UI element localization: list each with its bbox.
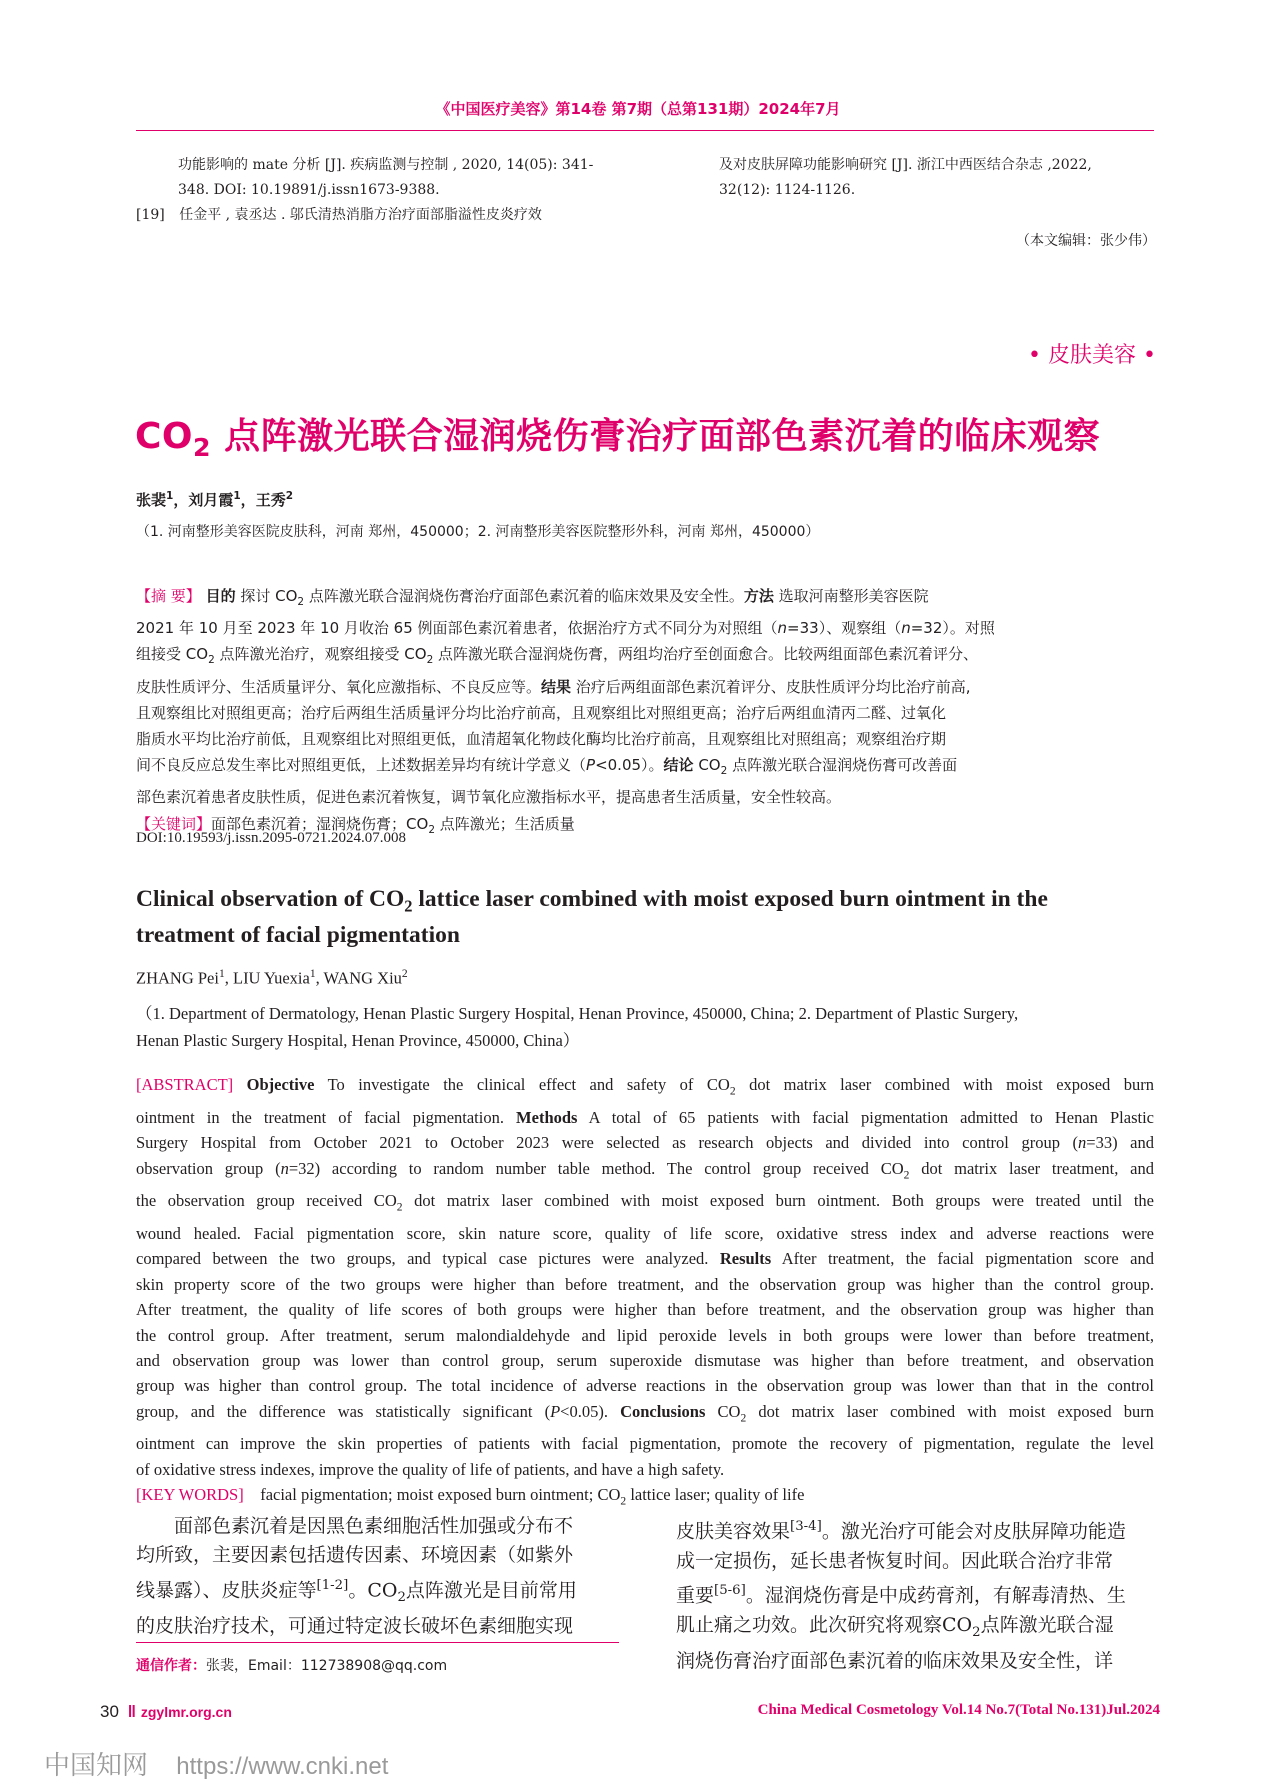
title-cn-subscript: 2 [193,433,212,463]
body-text: 面部色素沉着是因黑色素细胞活性加强或分布不 [174,1515,574,1537]
abstract-en-text: and observation group was lower than control group, serum superoxide dismutase was higher than before treatment, and observation [136,1350,1154,1370]
abstract-en-text: Surgery Hospital from October 2021 to October 2023 were selected as research objects and divided into control group ( [136,1133,1079,1153]
body-text: 肌止痛之功效。此次研究将观察CO [676,1613,973,1636]
abstract-cn-text: 点阵激光联合湿润烧伤膏，两组均治疗至创面愈合。比较两组面部色素沉着评分、 [433,645,979,664]
abstract-en-text: After treatment, the quality of life scores of both groups were higher than before treatment, and the observation group was higher than [136,1300,1154,1320]
body-text: 。湿润烧伤膏是中成药膏剂，有解毒清热、生 [745,1584,1126,1607]
title-en-text: lattice laser combined with moist exposed burn ointment in the [412,886,1048,912]
abstract-en-text: dot matrix laser combined with moist exposed burn [746,1401,1154,1421]
doi: DOI:10.19593/j.issn.2095-0721.2024.07.008 [136,830,406,846]
reference-text: 任金平 , 袁丞达 . 邬氏清热消脂方治疗面部脂溢性皮炎疗效 [179,207,542,223]
abstract-en-text: A total of 65 patients with facial pigmentation admitted to Henan Plastic [577,1107,1154,1127]
subscript: 2 [720,765,728,778]
abstract-cn-label: 【摘 要】 [136,587,201,605]
abstract-en-text: <0.05). [560,1401,621,1421]
italic-n: n [901,619,911,638]
page-number: 30 [100,1702,119,1721]
abstract-en-text: dot matrix laser treatment, and [909,1158,1154,1178]
reference-line: 32(12): 1124-1126. [719,182,856,198]
abstract-cn-text: 探讨 CO [235,587,298,605]
abstract-en-text: of oxidative stress indexes, improve the quality of life of patients, and have a high safety. [136,1459,725,1479]
author-separator: ， [240,491,256,509]
abstract-cn-text: <0.05）。 [595,756,664,775]
abstract-en-text: the observation group received CO [136,1191,397,1211]
reference-19 [136,203,542,228]
abstract-en-text: ointment in the treatment of facial pigmentation. [136,1107,517,1127]
author-affiliation-mark: 1 [309,968,316,980]
abstract-en-text: ointment can improve the skin properties of patients with facial pigmentation, promote the recovery of pigmentation, regulate the level [136,1434,1154,1454]
title-cn-prefix: CO [135,416,194,457]
reference-line: 功能影响的 mate 分析 [J]. 疾病监测与控制 , 2020, 14(05): 341- [178,157,594,173]
body-text: 的皮肤治疗技术，可通过特定波长破坏色素细胞实现 [136,1615,574,1638]
body-text: 重要 [676,1584,715,1607]
conclusion-label: 结论 [663,756,694,775]
body-text: 点阵激光联合湿 [980,1613,1114,1636]
conclusions-label-en: Conclusions [620,1401,706,1421]
footnote-rule [136,1642,619,1643]
subscript: 2 [972,1624,981,1640]
subscript: 2 [404,896,413,916]
subscript: 2 [740,1412,747,1425]
methods-label: 方法 [743,587,774,605]
author-affiliation-mark: 2 [401,968,408,980]
journal-footer-en: China Medical Cosmetology Vol.14 No.7(Total No.131)Jul.2024 [757,1702,1160,1718]
body-text: 均所致，主要因素包括遗传因素、环境因素（如紫外 [136,1544,574,1567]
author-separator: ， [173,491,189,509]
abstract-cn-text: 组接受 CO [136,645,209,664]
italic-n: n [1078,1133,1087,1153]
abstract-en-text: observation group ( [136,1158,281,1178]
footnote-label: 通信作者： [136,1658,206,1674]
abstract-en-text: dot matrix laser combined with moist exposed burn [735,1075,1154,1094]
body-text: 点阵激光是目前常用 [405,1579,577,1602]
abstract-cn-text: 间不良反应总发生率比对照组更低，上述数据差异均有统计学意义（ [136,756,587,775]
body-text: 线暴露）、皮肤炎症等 [136,1579,317,1602]
author-affiliation-mark: 1 [166,490,174,502]
citation-ref: [1-2] [316,1577,349,1593]
editor-note: （本文编辑：张少伟） [1016,233,1156,249]
reference-number: [19] [136,207,165,223]
abstract-cn-text: 点阵激光治疗，观察组接受 CO [214,645,427,664]
author-affiliation-mark: 1 [218,968,225,980]
body-text: 润烧伤膏治疗面部色素沉着的临床效果及安全性，详 [676,1650,1114,1673]
journal-header: 《中国医疗美容》第14卷 第7期（总第131期）2024年7月 [435,100,841,118]
body-column-left [136,1512,577,1642]
abstract-en-text: =32) according to random number table method. The control group received CO [288,1158,904,1178]
abstract-en-label: [ABSTRACT] [136,1075,234,1094]
abstract-en-text: the control group. After treatment, serum malondialdehyde and lipid peroxide levels in both groups were lower than before treatment, [136,1325,1154,1345]
title-en-text: Clinical observation of CO [136,886,405,912]
abstract-cn-text: 且观察组比对照组更高；治疗后两组生活质量评分均比治疗前高，且观察组比对照组更高；治疗后两组血清丙二醛、过氧化 [136,703,947,722]
abstract-cn-text: 皮肤性质评分、生活质量评分、氧化应激指标、不良反应等。 [136,677,542,696]
author-affiliation-mark: 2 [285,490,294,502]
subscript: 2 [428,823,435,836]
abstract-en-text: group, and the difference was statistically significant ( [136,1401,551,1421]
footnote-text: 张裴，Email：112738908@qq.com [206,1658,448,1674]
abstract-cn-text: 点阵激光联合湿润烧伤膏可改善面 [727,756,958,775]
abstract-cn-text: 脂质水平均比治疗前低，且观察组比对照组更低，血清超氧化物歧化酶均比治疗前高，且观察组比对照组高；观察组治疗期 [136,730,947,749]
keywords-cn-text: 面部色素沉着；湿润烧伤膏；CO [211,814,429,833]
title-en-text: treatment of facial pigmentation [136,921,460,948]
abstract-en-text: dot matrix laser combined with moist exposed burn ointment. Both groups were treated until the [402,1191,1154,1211]
body-text: 。激光治疗可能会对皮肤屏障功能造 [821,1520,1126,1543]
abstract-cn-text: =32）。对照 [910,619,995,638]
keywords-en-text: facial pigmentation; moist exposed burn ointment; CO [243,1485,621,1505]
body-column-right [676,1512,1126,1676]
article-title-cn [135,408,1100,462]
abstract-cn-text: 治疗后两组面部色素沉着评分、皮肤性质评分均比治疗前高, [571,677,971,696]
cnki-watermark [44,1745,388,1782]
abstract-cn-text: 部色素沉着患者皮肤性质，促进色素沉着恢复，调节氧化应激指标水平，提高患者生活质量，安全性较高。 [136,788,842,807]
body-text: 皮肤美容效果 [676,1520,791,1543]
italic-n: n [777,619,788,638]
abstract-en-text: After treatment, the facial pigmentation score and [771,1249,1155,1269]
keywords-cn-text: 点阵激光；生活质量 [435,814,575,833]
affiliation-en-line: Henan Plastic Surgery Hospital, Henan Province, 450000, China） [136,1031,580,1050]
watermark-brand: 中国知网 [44,1751,149,1781]
italic-n: n [280,1158,289,1178]
subscript: 2 [426,654,434,667]
body-text: 成一定损伤，延长患者恢复时间。因此联合治疗非常 [676,1549,1114,1572]
author-name: 张裴 [136,491,167,509]
reference-line: 348. DOI: 10.19891/j.issn1673-9388. [178,182,440,198]
subscript: 2 [620,1495,627,1508]
abstract-en [136,1072,1154,1515]
italic-p: P [586,756,596,775]
affiliation-cn: （1. 河南整形美容医院皮肤科，河南 郑州，450000；2. 河南整形美容医院整形外科，河南 郑州，450000） [136,524,820,540]
objective-label-en: Objective [246,1075,315,1094]
abstract-cn-text: =33）、观察组（ [787,619,902,638]
abstract-en-text: =33) and [1086,1133,1154,1153]
author-name-en: , LIU Yuexia [224,968,310,988]
page-footer-left: 30 ‖ zgylmr.org.cn [100,1702,232,1721]
affiliation-en [136,1000,1018,1054]
author-name-en: ZHANG Pei [136,968,219,988]
author-name: 刘月霞 [188,491,234,509]
objective-label: 目的 [205,587,236,605]
subscript: 2 [397,1589,406,1605]
journal-site: zgylmr.org.cn [140,1704,232,1720]
abstract-en-text: wound healed. Facial pigmentation score, skin nature score, quality of life score, oxidative stress index and adverse reactions were [136,1223,1154,1243]
subscript: 2 [396,1201,403,1214]
article-title-en [136,885,1154,949]
keywords-cn-label: 【关键词】 [136,814,212,833]
citation-ref: [5-6] [714,1583,746,1599]
subscript: 2 [729,1085,736,1098]
subscript: 2 [297,596,305,608]
reference-line: 及对皮肤屏障功能影响研究 [J]. 浙江中西医结合杂志 ,2022, [719,157,1092,173]
watermark-url: https://www.cnki.net [176,1753,389,1780]
abstract-cn-text: 点阵激光联合湿润烧伤膏治疗面部色素沉着的临床效果及安全性。 [304,587,744,605]
header-rule [136,130,1154,131]
results-label: 结果 [541,677,572,696]
affiliation-en-line: （1. Department of Dermatology, Henan Plastic Surgery Hospital, Henan Province, 450000, China; 2. Department of Plastic Surgery, [136,1004,1019,1023]
italic-p: P [550,1401,561,1421]
abstract-cn-text: 2021 年 10 月至 2023 年 10 月收治 65 例面部色素沉着患者，依据治疗方式不同分为对照组（ [136,619,778,638]
abstract-cn-text: CO [693,756,721,775]
methods-label-en: Methods [516,1107,578,1127]
subscript: 2 [903,1168,910,1181]
abstract-en-text: group was higher than control group. The total incidence of adverse reactions in the observation group was lower than that in the control [136,1376,1154,1396]
abstract-en-text: To investigate the clinical effect and safety of CO [314,1075,730,1094]
abstract-en-text: compared between the two groups, and typical case pictures were analyzed. [136,1249,720,1269]
subscript: 2 [208,654,215,667]
corresponding-author-note [136,1655,447,1675]
author-affiliation-mark: 1 [233,490,241,502]
keywords-en-label: [KEY WORDS] [136,1485,244,1505]
citation-ref: [3-4] [790,1519,822,1534]
authors-en [136,968,408,989]
abstract-cn [136,583,1154,843]
author-name: 王秀 [255,491,286,509]
reference-left-continuation [178,153,593,203]
title-cn-rest: 点阵激光联合湿润烧伤膏治疗面部色素沉着的临床观察 [211,416,1101,457]
abstract-en-text: CO [705,1401,741,1421]
abstract-en-text: skin property score of the two groups were higher than before treatment, and the observation group was higher than the control group. [136,1274,1154,1294]
keywords-en-text: lattice laser; quality of life [626,1485,805,1505]
section-tag: • 皮肤美容 • [1028,343,1156,368]
authors-cn [136,489,293,510]
author-name-en: , WANG Xiu [315,968,402,988]
abstract-cn-text: 选取河南整形美容医院 [773,587,929,605]
reference-right-continuation [719,153,1092,203]
results-label-en: Results [719,1249,772,1269]
body-text: 。CO [348,1579,398,1602]
